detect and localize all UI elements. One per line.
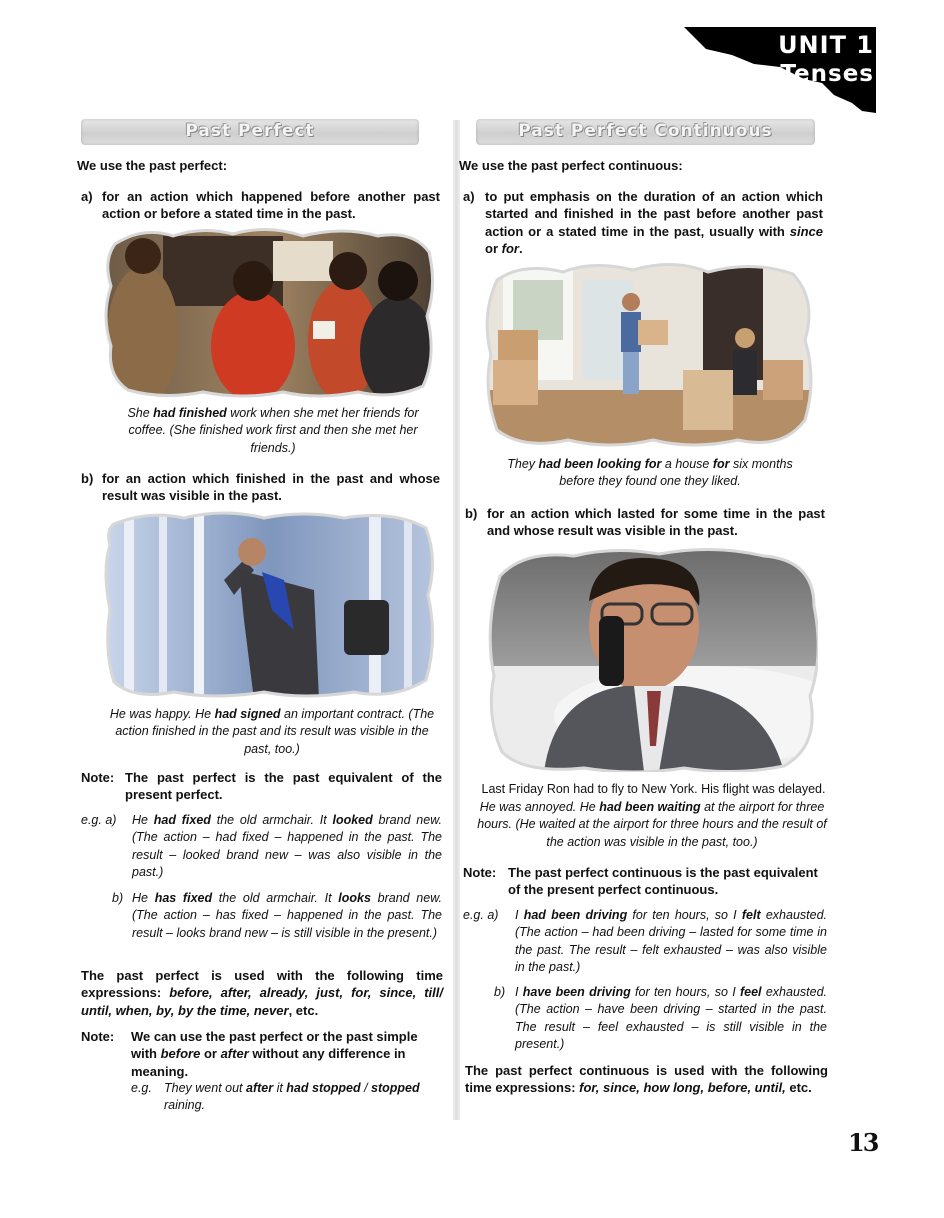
eg-text: the old armchair. It — [210, 813, 333, 827]
eg-bold: felt — [741, 908, 761, 922]
caption-text: at the airport for three hours. (He waited at the airport for three hours and the result of the action was visible in the past, too.) — [477, 800, 827, 849]
left-eg-a-label: e.g. a) — [81, 813, 117, 827]
expr-text: The past perfect is used with the following time expressions: — [81, 968, 443, 1001]
eg-bold: had fixed — [153, 813, 211, 827]
eg-text: for ten hours, so I — [627, 908, 742, 922]
caption-text: six months before they found one they liked. — [559, 457, 793, 489]
past-perfect-title: Past Perfect — [185, 121, 315, 141]
right-note-text: The past perfect continuous is the past equivalent of the present perfect continuous. — [508, 865, 818, 898]
eg-bold: had been driving — [523, 908, 628, 922]
right-a-text — [485, 188, 823, 258]
left-time-expressions — [81, 967, 443, 1019]
eg-text: the old armchair. It — [212, 891, 339, 905]
caption-bold: had finished — [153, 406, 227, 420]
left-note2-eg-text — [164, 1080, 446, 1115]
right-a-label: a) — [463, 189, 475, 204]
right-eg-a-label: e.g. a) — [463, 908, 499, 922]
note-text: without any difference in meaning. — [131, 1046, 406, 1079]
eg-text: it — [273, 1081, 287, 1095]
left-caption-1 — [112, 405, 434, 457]
a-text: or — [485, 241, 502, 257]
businessman-photo-image — [104, 510, 436, 700]
friends-meeting-for-coffee-photo — [103, 226, 435, 398]
eg-text: for ten hours, so I — [630, 985, 740, 999]
eg-bold: feel — [739, 985, 762, 999]
caption-text: a house — [661, 457, 713, 471]
eg-text: They went out — [164, 1081, 246, 1095]
eg-bold: has fixed — [154, 891, 213, 905]
right-eg-a-text — [515, 907, 827, 977]
note-bold: before — [160, 1046, 201, 1062]
caption-bold: had signed — [214, 707, 281, 721]
left-a-text: for an action which happened before another past action or before a stated time in the past. — [102, 189, 440, 222]
caption-text: He was happy. He — [109, 707, 215, 721]
left-b-text: for an action which finished in the past and whose result was visible in the past. — [102, 471, 440, 504]
note-text: or — [200, 1046, 221, 1062]
left-caption-2 — [104, 706, 440, 758]
left-note2-text — [131, 1028, 436, 1080]
happy-businessman-photo — [104, 510, 436, 700]
left-intro: We use the past perfect: — [77, 158, 228, 173]
eg-bold: have been driving — [522, 985, 631, 999]
eg-bold: looks — [338, 891, 371, 905]
note-text: We can use the past perfect or the past simple with — [131, 1029, 418, 1062]
a-text: to put emphasis on the duration of an action which started and finished in the past before another past action or a stated time in the past, usually with — [485, 189, 823, 239]
left-note1-label: Note: — [81, 770, 115, 785]
eg-text: I — [515, 985, 523, 999]
eg-bold: had stopped — [286, 1081, 361, 1095]
left-note1-text: The past perfect is the past equivalent of the present perfect. — [125, 770, 442, 803]
left-note2-label: Note: — [81, 1029, 115, 1044]
right-caption-2 — [476, 799, 828, 851]
eg-text: exhausted. (The action – have been driving – started in the past. The result – feel exhausted – is still visible in the present.) — [515, 985, 827, 1052]
past-perfect-banner — [81, 119, 419, 145]
caption-text: He was annoyed. He — [479, 800, 600, 814]
a-text: . — [518, 241, 523, 257]
eg-text: He — [132, 891, 155, 905]
right-note-label: Note: — [463, 865, 497, 880]
left-eg-b-label: b) — [112, 891, 124, 905]
friends-photo-image — [103, 226, 435, 398]
left-note2-eg-label: e.g. — [131, 1081, 152, 1095]
caption-bold: had been waiting — [599, 800, 701, 814]
caption-text: They — [507, 457, 539, 471]
expr-text: , etc. — [288, 1002, 319, 1018]
unit-topic: Tenses — [780, 61, 874, 87]
eg-bold: stopped — [371, 1081, 420, 1095]
left-a-label: a) — [81, 189, 93, 204]
expr-text: etc. — [785, 1080, 812, 1096]
eg-text: brand new. (The action – has fixed – happened in the past. The result – looks brand new – is still visible in the present.) — [132, 891, 443, 940]
eg-text: / — [360, 1081, 372, 1095]
caption-text: an important contract. (The action finished in the past and its result was visible in the past, too.) — [115, 707, 435, 756]
right-eg-b-label: b) — [494, 985, 506, 999]
column-divider — [453, 120, 460, 1120]
expr-text: The past perfect continuous is used with the following time expressions: — [465, 1063, 828, 1096]
past-perfect-continuous-title: Past Perfect Continuous — [518, 121, 773, 141]
expr-words: for, since, how long, before, until, — [579, 1080, 786, 1096]
right-b-label: b) — [465, 506, 478, 521]
right-eg-b-text — [515, 984, 827, 1054]
left-eg-b-text — [132, 890, 442, 942]
eg-text: exhausted. (The action – had been driving – lasted for some time in the past. The result – felt exhausted – was also visible in the past.) — [515, 908, 827, 975]
caption-text: She — [127, 406, 154, 420]
unit-tab — [684, 27, 876, 113]
page-number: 13 — [848, 1128, 878, 1157]
caption-text: work when she met her friends for coffee. (She finished work first and then she met her friends.) — [128, 406, 419, 455]
eg-bold: after — [246, 1081, 274, 1095]
left-b-label: b) — [81, 471, 94, 486]
a-bold: for — [501, 241, 519, 257]
right-caption-1 — [490, 456, 810, 491]
couple-moving-boxes-photo — [483, 260, 815, 450]
eg-text: raining. — [164, 1098, 205, 1113]
left-eg-a-text — [132, 812, 442, 882]
a-bold: since — [789, 223, 823, 239]
past-perfect-continuous-banner — [476, 119, 815, 145]
eg-text: He — [132, 813, 154, 827]
eg-text: I — [515, 908, 524, 922]
note-bold: after — [220, 1046, 249, 1062]
right-time-expressions — [465, 1062, 828, 1097]
unit-heading — [778, 31, 874, 89]
unit-number: UNIT 1 — [778, 31, 874, 59]
eg-text: brand new. (The action – had fixed – happened in the past. The result – looked brand new – was also visible in the past.) — [132, 813, 443, 880]
right-caption-2-plain: Last Friday Ron had to fly to New York. His flight was delayed. — [481, 782, 826, 796]
right-b-text: for an action which lasted for some time in the past and whose result was visible in the past. — [487, 506, 825, 539]
man-on-phone-photo — [484, 546, 818, 772]
phone-photo-image — [484, 546, 818, 772]
right-intro: We use the past perfect continuous: — [459, 158, 683, 173]
eg-bold: looked — [332, 813, 373, 827]
expr-words: before, after, already, just, for, since, till/ until, when, by, by the time, never — [81, 985, 443, 1018]
caption-bold: had been looking for — [538, 457, 662, 471]
moving-photo-image — [483, 260, 815, 450]
caption-bold: for — [712, 457, 730, 471]
